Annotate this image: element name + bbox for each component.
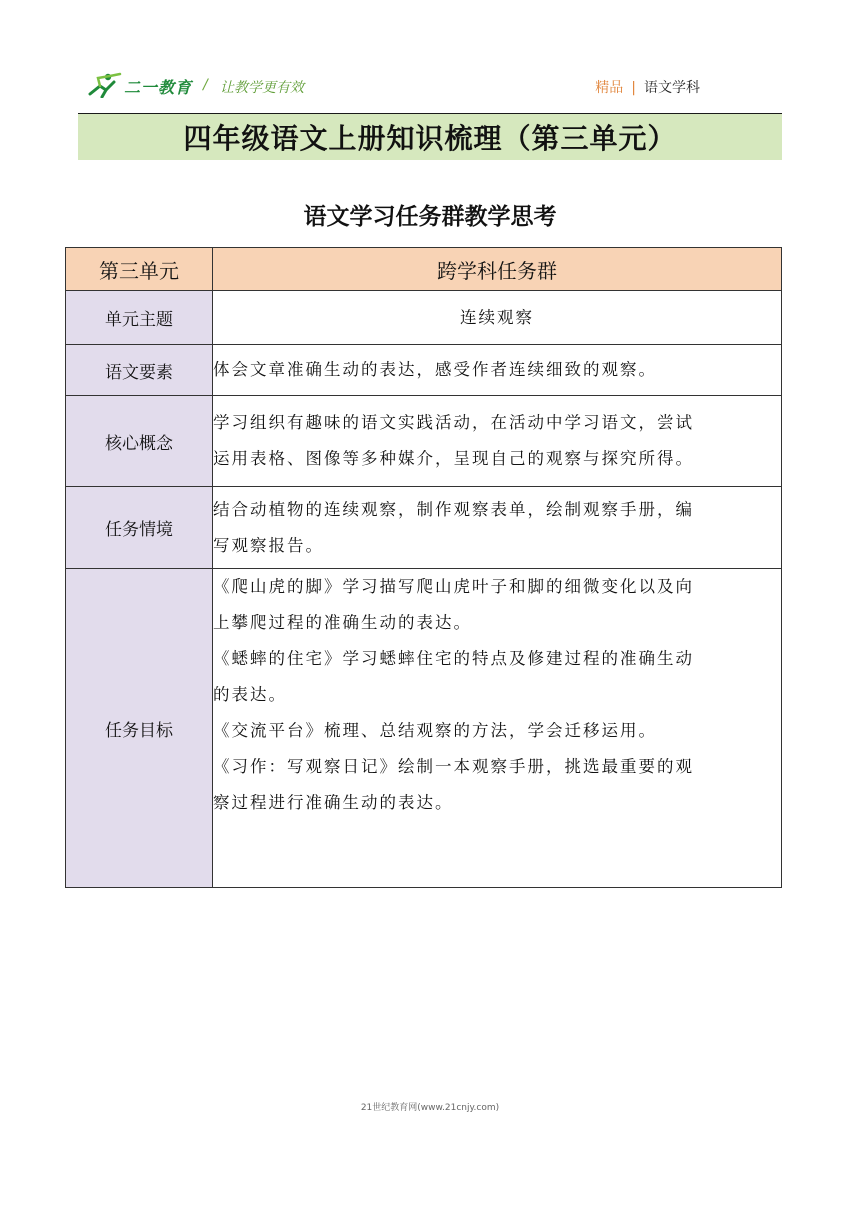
table-header-task-group: 跨学科任务群	[213, 248, 782, 291]
title-bar	[78, 113, 782, 160]
table-header-row	[66, 248, 782, 291]
slogan: 让教学更有效	[220, 80, 304, 96]
table-row	[66, 396, 782, 487]
table-header-unit: 第三单元	[66, 248, 213, 291]
content-line: 《习作：写观察日记》绘制一本观察手册，挑选最重要的观	[213, 757, 694, 776]
table-row	[66, 345, 782, 396]
logo-text: 二一教育	[124, 78, 193, 97]
row-content	[213, 291, 782, 345]
page-header	[80, 68, 700, 104]
badge-quality: 精品	[595, 80, 624, 96]
section-title: 语文学习任务群教学思考	[303, 204, 557, 230]
row-label: 核心概念	[66, 396, 213, 487]
content-line: 上攀爬过程的准确生动的表达。	[213, 613, 472, 632]
badge-divider: |	[631, 80, 636, 96]
page-footer: 21世纪教育网(www.21cnjy.com)	[360, 1103, 500, 1113]
row-label: 任务目标	[66, 569, 213, 888]
content-line: 连续观察	[460, 307, 534, 327]
page-title: 四年级语文上册知识梳理（第三单元）	[183, 122, 677, 155]
row-label: 单元主题	[66, 291, 213, 345]
row-content	[213, 396, 782, 487]
badge-subject: 语文学科	[644, 80, 700, 96]
slogan-divider: /	[203, 77, 208, 93]
content-line: 《蟋蟀的住宅》学习蟋蟀住宅的特点及修建过程的准确生动	[213, 649, 694, 668]
row-content	[213, 487, 782, 569]
task-table	[65, 247, 782, 888]
content-line: 学习组织有趣味的语文实践活动，在活动中学习语文，尝试	[213, 413, 694, 432]
row-content	[213, 569, 782, 888]
row-label: 任务情境	[66, 487, 213, 569]
table-row	[66, 569, 782, 888]
row-label: 语文要素	[66, 345, 213, 396]
content-line: 《爬山虎的脚》学习描写爬山虎叶子和脚的细微变化以及向	[213, 577, 694, 596]
table-row	[66, 487, 782, 569]
content-line: 的表达。	[213, 685, 287, 704]
table-row	[66, 291, 782, 345]
content-line: 体会文章准确生动的表达，感受作者连续细致的观察。	[213, 360, 657, 379]
logo	[86, 70, 196, 100]
content-line: 察过程进行准确生动的表达。	[213, 793, 454, 812]
row-content	[213, 345, 782, 396]
content-line: 运用表格、图像等多种媒介，呈现自己的观察与探究所得。	[213, 449, 694, 468]
subject-badge	[595, 77, 700, 97]
content-line: 写观察报告。	[213, 535, 324, 555]
content-line: 结合动植物的连续观察，制作观察表单，绘制观察手册，编	[213, 499, 694, 519]
content-line: 《交流平台》梳理、总结观察的方法，学会迁移运用。	[213, 721, 657, 740]
running-figure-icon	[86, 72, 122, 98]
